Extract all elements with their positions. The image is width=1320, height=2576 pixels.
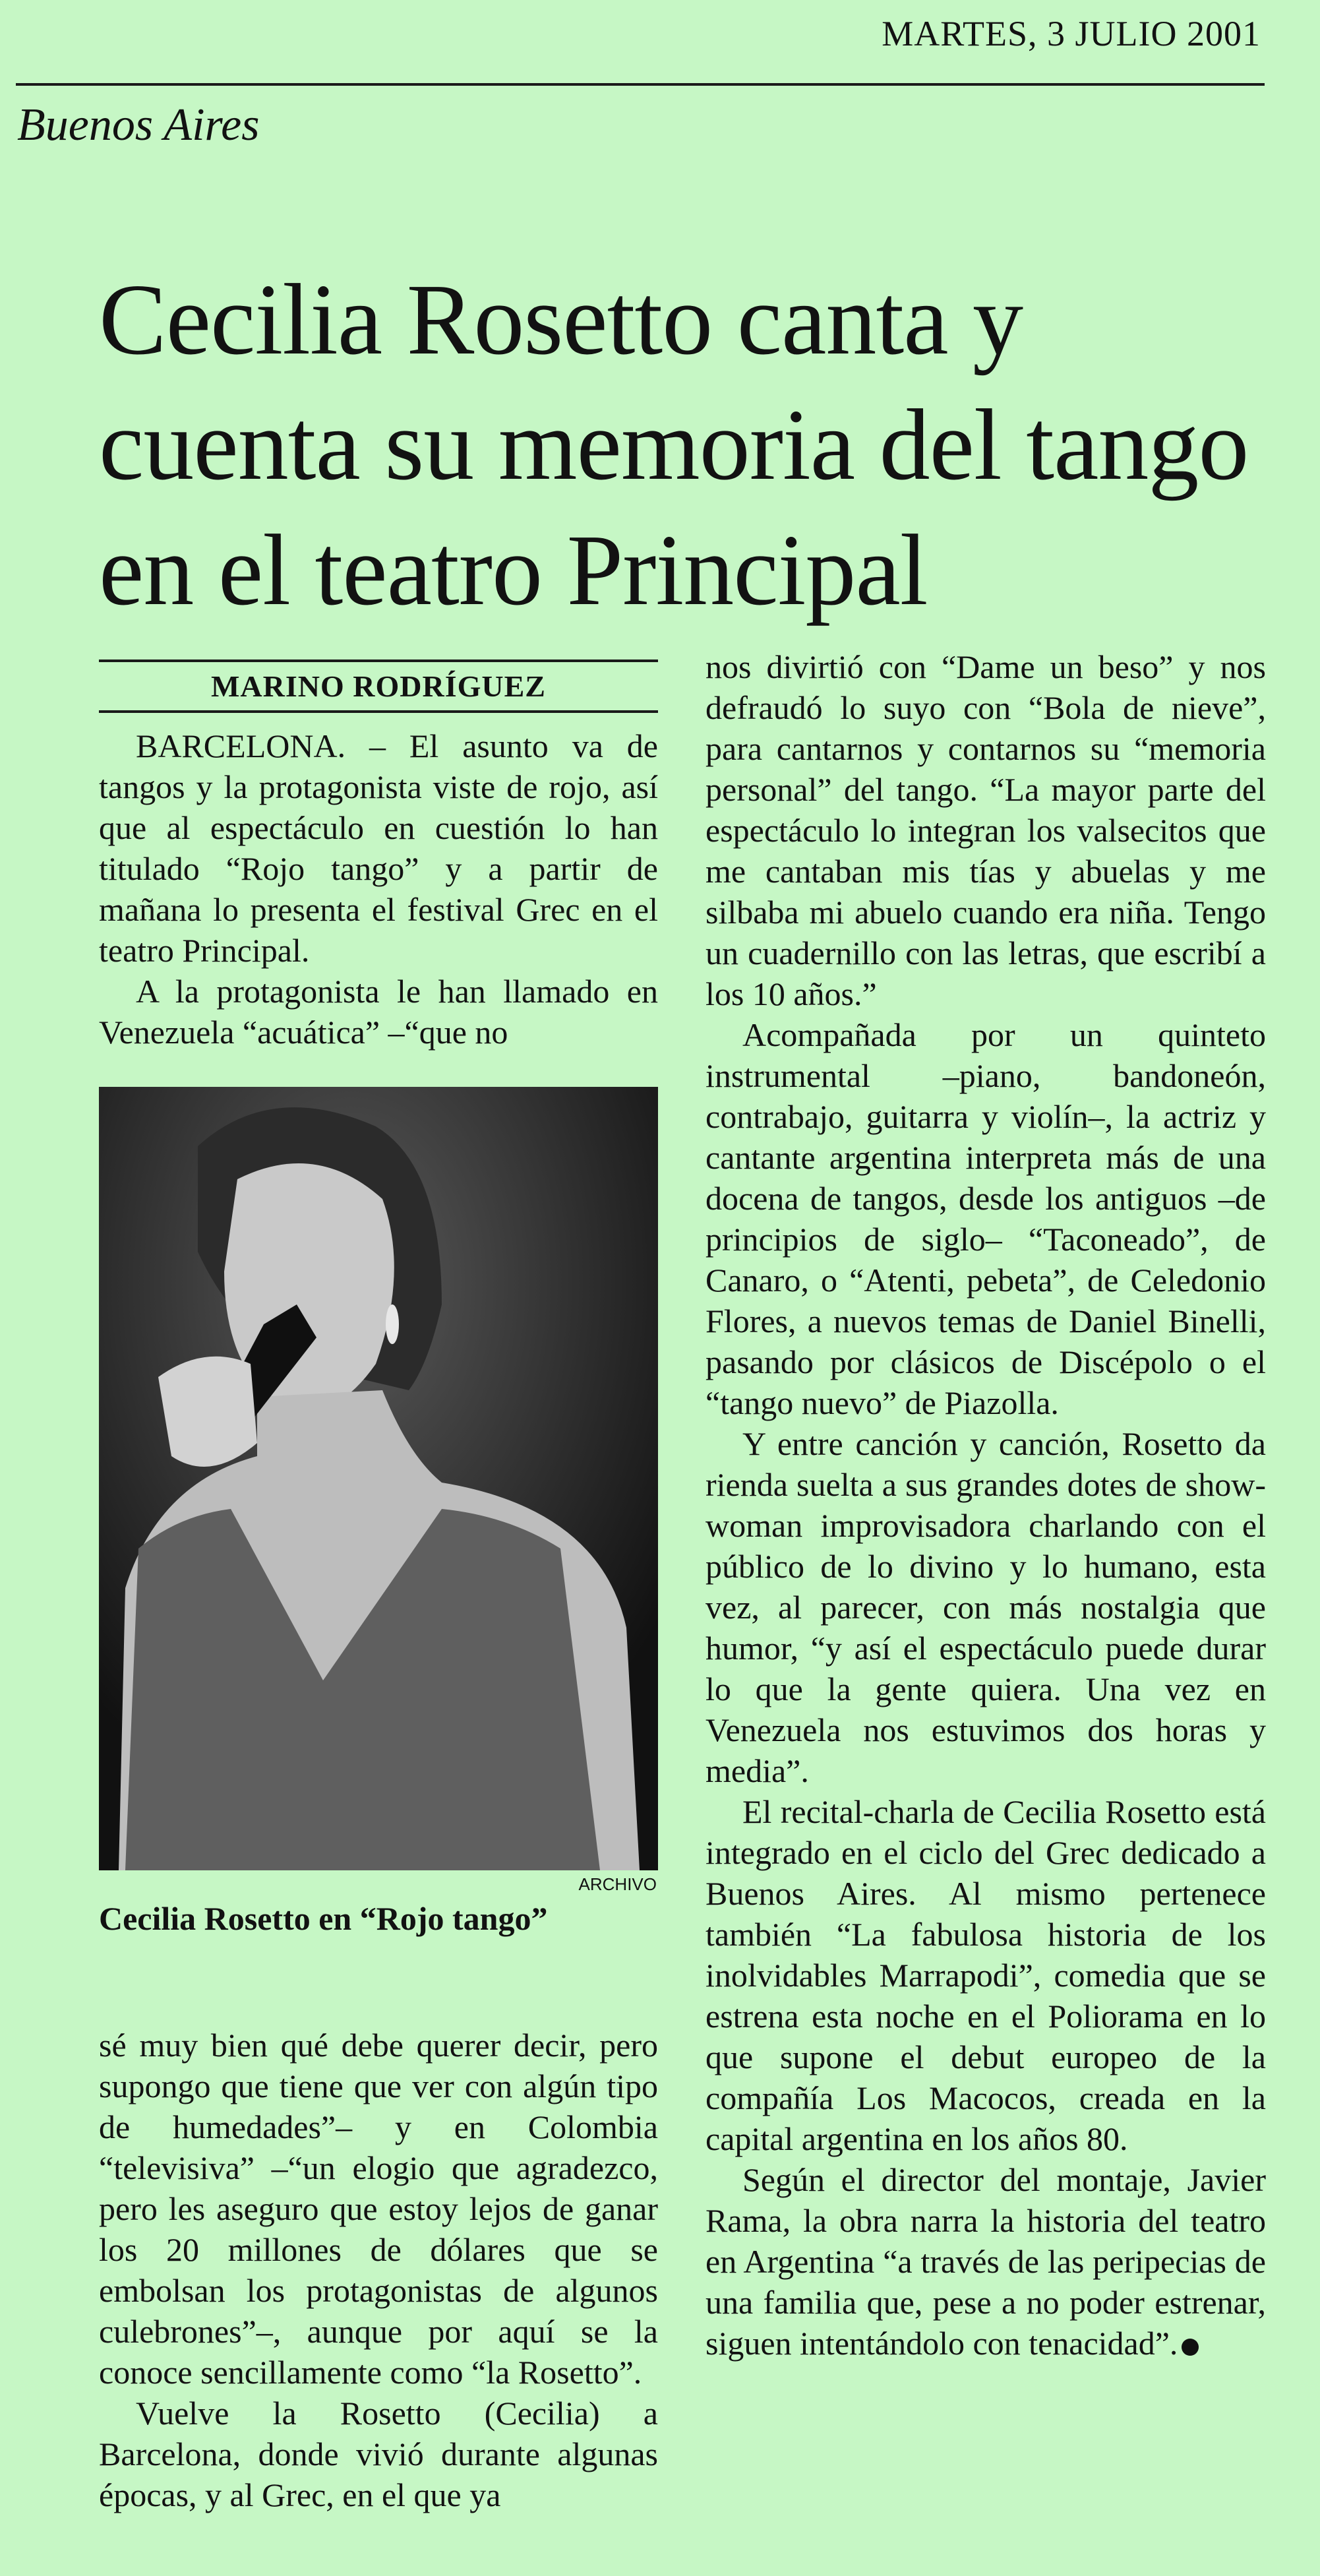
section-title: Buenos Aires xyxy=(17,100,260,150)
column-1-top xyxy=(99,725,658,1053)
paragraph: El recital-charla de Cecilia Rosetto está integrado en el ciclo del Grec dedicado a Buenos Aires. Al mismo pertenece también “La fabulosa historia de los inolvidables Marrapodi”, comedia que se estrena esta noche en el Poliorama en lo que supone el debut europeo de la compañía Los Macocos, creada en la capital argentina en los años 80. xyxy=(705,1793,1266,2157)
column-2 xyxy=(705,646,1266,2364)
paragraph: nos divirtió con “Dame un beso” y nos defraudó lo suyo con “Bola de nieve”, para cantarnos y contarnos su “memoria personal” del tango. “La mayor parte del espectáculo lo integran los valsecitos que me cantaban mis tías y abuelas y me silbaba mi abuelo cuando era niña. Tengo un cuadernillo con las letras, que escribí a los 10 años.” xyxy=(705,648,1266,1012)
paragraph-last xyxy=(705,2159,1266,2364)
paragraph: sé muy bien qué debe querer decir, pero supongo que tiene que ver con algún tipo de humedades”– y en Colombia “televisiva” –“un elogio que agradezco, pero les aseguro que estoy lejos de ganar los 20 millones de dólares que se embolsan los protagonistas de algunos culebrones”–, aunque por aquí se la conoce sencillamente como “la Rosetto”. xyxy=(99,2027,658,2391)
headline: Cecilia Rosetto canta y cuenta su memoria del tango en el teatro Principal xyxy=(99,264,1249,627)
photo-credit: ARCHIVO xyxy=(578,1874,657,1894)
photo xyxy=(99,1087,658,1870)
photo-caption: Cecilia Rosetto en “Rojo tango” xyxy=(99,1900,548,1937)
header-rule xyxy=(16,83,1265,86)
paragraph-text: Según el director del montaje, Javier Rama, la obra narra la historia del teatro en Argentina “a través de las peripecias de una familia que, pese a no poder estrenar, siguen intentándolo con tenacidad”. xyxy=(705,2161,1266,2362)
date-line: MARTES, 3 JULIO 2001 xyxy=(882,14,1261,53)
byline: MARINO RODRÍGUEZ xyxy=(99,659,658,713)
paragraph: Vuelve la Rosetto (Cecilia) a Barcelona, donde vivió durante algunas épocas, y al Grec, en el que ya xyxy=(99,2395,658,2513)
column-1-bottom xyxy=(99,2025,658,2515)
end-bullet-icon xyxy=(1182,2339,1199,2356)
paragraph: BARCELONA. – El asunto va de tangos y la protagonista viste de rojo, así que al espectáculo en cuestión lo han titulado “Rojo tango” y a partir de mañana lo presenta el festival Grec en el teatro Principal. xyxy=(99,727,658,969)
paragraph: A la protagonista le han llamado en Venezuela “acuática” –“que no xyxy=(99,973,658,1051)
paragraph: Y entre canción y canción, Rosetto da rienda suelta a sus grandes dotes de show-woman improvisadora charlando con el público de lo divino y lo humano, esta vez, al parecer, con más nostalgia que humor, “y así el espectáculo puede durar lo que la gente quiera. Una vez en Venezuela nos estuvimos dos horas y media”. xyxy=(705,1425,1266,1789)
paragraph: Acompañada por un quinteto instrumental –piano, bandoneón, contrabajo, guitarra y violín–, la actriz y cantante argentina interpreta más de una docena de tangos, desde los antiguos –de principios de siglo– “Taconeado”, de Canaro, o “Atenti, pebeta”, de Celedonio Flores, a nuevos temas de Daniel Binelli, pasando por clásicos de Discépolo o el “tango nuevo” de Piazolla. xyxy=(705,1016,1266,1421)
